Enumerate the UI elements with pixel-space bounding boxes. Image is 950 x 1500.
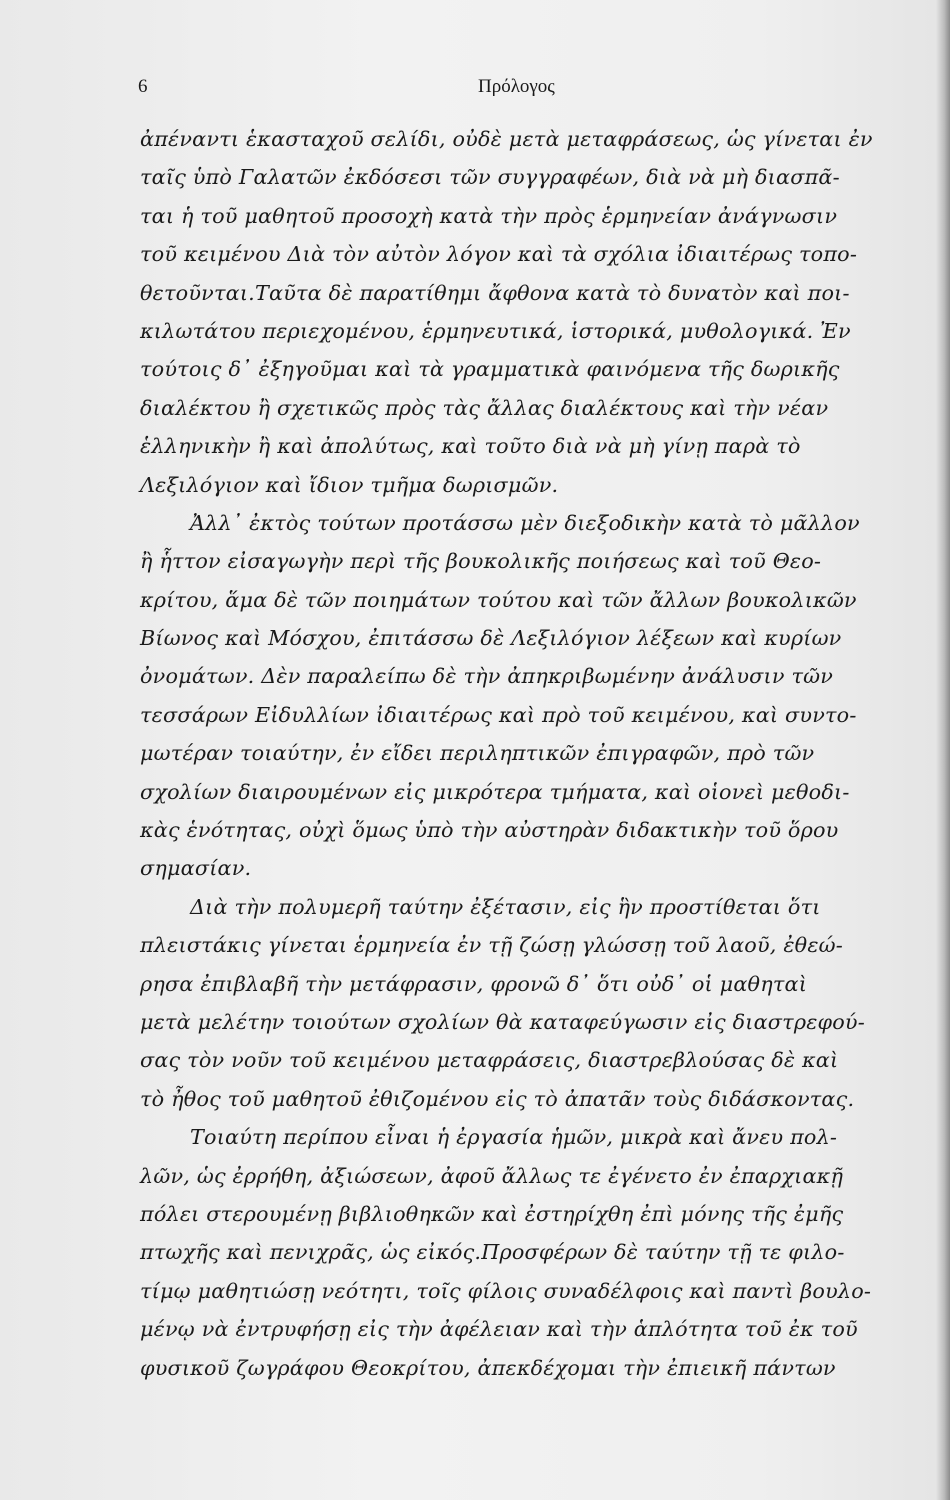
text-line: φυσικοῦ ζωγράφου Θεοκρίτου, ἀπεκδέχομαι τὴν ἐπιεικῆ πάντων: [140, 1355, 836, 1380]
text-line: τούτοις δ᾽ ἐξηγοῦμαι καὶ τὰ γραμματικὰ φαινόμενα τῆς δωρικῆς: [140, 357, 840, 382]
text-line: κρίτου, ἅμα δὲ τῶν ποιημάτων τούτου καὶ τῶν ἄλλων βουκολικῶν: [140, 587, 857, 612]
text-line: πόλει στερουμένῃ βιβλιοθηκῶν καὶ ἐστηρίχθη ἐπὶ μόνης τῆς ἐμῆς: [140, 1201, 844, 1226]
text-line: διαλέκτου ἢ σχετικῶς πρὸς τὰς ἄλλας διαλέκτους καὶ τὴν νέαν: [140, 395, 829, 420]
text-line: ρησα ἐπιβλαβῆ τὴν μετάφρασιν, φρονῶ δ᾽ ὅτι οὐδ᾽ οἱ μαθηταὶ: [140, 971, 808, 996]
text-line: μένῳ νὰ ἐντρυφήσῃ εἰς τὴν ἀφέλειαν καὶ τὴν ἁπλότητα τοῦ ἐκ τοῦ: [140, 1317, 858, 1342]
text-line: σας τὸν νοῦν τοῦ κειμένου μεταφράσεις, διαστρεβλούσας δὲ καὶ: [140, 1048, 839, 1073]
text-line: τίμῳ μαθητιώσῃ νεότητι, τοῖς φίλοις συναδέλφοις καὶ παντὶ βουλο-: [140, 1278, 872, 1303]
text-line: μωτέραν τοιαύτην, ἐν εἴδει περιληπτικῶν ἐπιγραφῶν, πρὸ τῶν: [140, 741, 815, 766]
page-number: 6: [138, 76, 148, 97]
running-title: Πρόλογος: [478, 76, 555, 97]
text-line: τὸ ἦθος τοῦ μαθητοῦ ἐθιζομένου εἰς τὸ ἀπατᾶν τοὺς διδάσκοντας.: [140, 1086, 855, 1111]
text-line: ἀπέναντι ἑκασταχοῦ σελίδι, οὐδὲ μετὰ μεταφράσεως, ὡς γίνεται ἐν: [140, 127, 873, 151]
text-line: πτωχῆς καὶ πενιχρᾶς, ὡς εἰκός.Προσφέρων δὲ ταύτην τῇ τε φιλο-: [140, 1240, 845, 1265]
text-line: τεσσάρων Εἰδυλλίων ἰδιαιτέρως καὶ πρὸ τοῦ κειμένου, καὶ συντο-: [140, 702, 857, 727]
text-line: ἢ ἧττον εἰσαγωγὴν περὶ τῆς βουκολικῆς ποιήσεως καὶ τοῦ Θεο-: [140, 549, 822, 574]
text-line: Βίωνος καὶ Μόσχου, ἐπιτάσσω δὲ Λεξιλόγιον λέξεων καὶ κυρίων: [140, 626, 842, 651]
page-header: [138, 76, 938, 106]
text-line: Λεξιλόγιον καὶ ἴδιον τμῆμα δωρισμῶν.: [140, 472, 559, 497]
text-line: Τοιαύτη περίπου εἶναι ἡ ἐργασία ἡμῶν, μικρὰ καὶ ἄνευ πολ-: [190, 1125, 838, 1150]
text-line: σημασίαν.: [140, 856, 252, 881]
text-line: ται ἡ τοῦ μαθητοῦ προσοχὴ κατὰ τὴν πρὸς ἑρμηνείαν ἀνάγνωσιν: [140, 203, 838, 228]
text-line: κὰς ἑνότητας, οὐχὶ ὅμως ὑπὸ τὴν αὐστηρὰν διδακτικὴν τοῦ ὅρου: [140, 818, 839, 843]
text-line: θετοῦνται.Ταῦτα δὲ παρατίθημι ἄφθονα κατὰ τὸ δυνατὸν καὶ ποι-: [140, 280, 850, 305]
text-line: πλειστάκις γίνεται ἑρμηνεία ἐν τῇ ζώσῃ γλώσσῃ τοῦ λαοῦ, ἐθεώ-: [140, 933, 843, 958]
body-text: [140, 120, 940, 1387]
text-line: ἑλληνικὴν ἢ καὶ ἀπολύτως, καὶ τοῦτο διὰ νὰ μὴ γίνῃ παρὰ τὸ: [140, 434, 801, 459]
text-line: τοῦ κειμένου Διὰ τὸν αὐτὸν λόγον καὶ τὰ σχόλια ἰδιαιτέρως τοπο-: [140, 242, 858, 267]
text-line: κιλωτάτου περιεχομένου, ἑρμηνευτικά, ἱστορικά, μυθολογικά. Ἐν: [140, 318, 851, 343]
text-line: ταῖς ὑπὸ Γαλατῶν ἐκδόσεσι τῶν συγγραφέων, διὰ νὰ μὴ διασπᾶ-: [140, 165, 840, 190]
text-line: Ἀλλ᾽ ἐκτὸς τούτων προτάσσω μὲν διεξοδικὴν κατὰ τὸ μᾶλλον: [190, 510, 860, 535]
text-line: μετὰ μελέτην τοιούτων σχολίων θὰ καταφεύγωσιν εἰς διαστρεφού-: [140, 1009, 865, 1034]
text-line: ὀνομάτων. Δὲν παραλείπω δὲ τὴν ἀπηκριβωμένην ἀνάλυσιν τῶν: [140, 664, 834, 689]
text-line: σχολίων διαιρουμένων εἰς μικρότερα τμήματα, καὶ οἱονεὶ μεθοδι-: [140, 779, 850, 804]
text-line: Διὰ τὴν πολυμερῆ ταύτην ἐξέτασιν, εἰς ἣν προστίθεται ὅτι: [190, 894, 821, 919]
text-line: λῶν, ὡς ἐρρήθη, ἀξιώσεων, ἀφοῦ ἄλλως τε ἐγένετο ἐν ἐπαρχιακῇ: [140, 1163, 844, 1188]
